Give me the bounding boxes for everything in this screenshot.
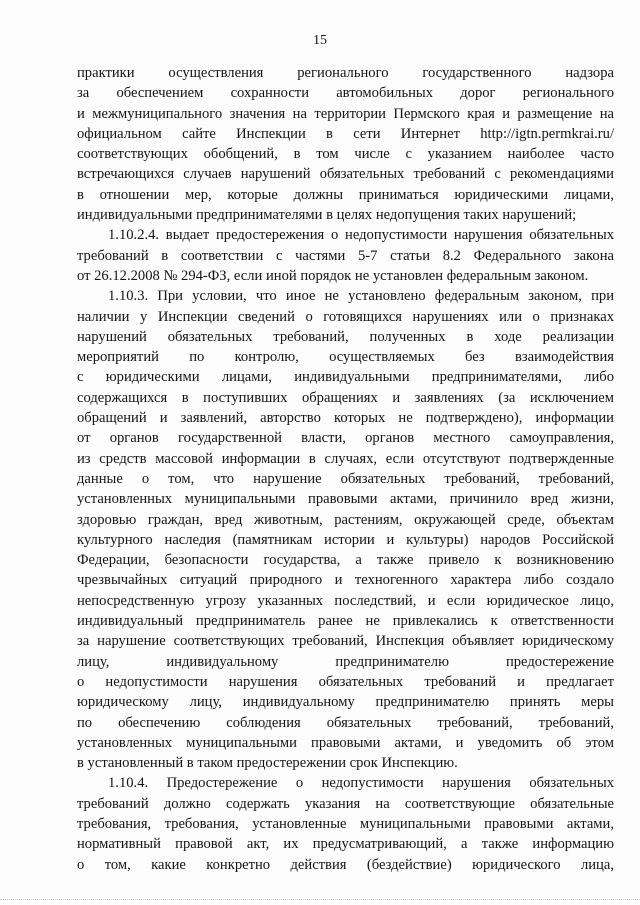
text-line: установленных муниципальными правовыми актами, и уведомить об этом <box>77 734 614 751</box>
text-line: содержащихся в поступивших обращениях и заявлениях (за исключением <box>77 389 614 406</box>
text-line: соответствующих обобщений, в том числе с указанием наиболее часто <box>77 146 614 163</box>
text-line: 1.10.4. Предостережение о недопустимости нарушения обязательных <box>108 775 614 792</box>
text-line: встречающихся случаев нарушений обязательных требований с рекомендациями <box>77 166 614 183</box>
text-line: 1.10.3. При условии, что иное не установлено федеральным законом, при <box>108 288 614 305</box>
text-line: Федерации, безопасности государства, а также привело к возникновению <box>77 552 614 569</box>
text-line: индивидуальными предпринимателями в целях недопущения таких нарушений; <box>77 207 577 224</box>
page-bottom-edge <box>0 899 640 901</box>
text-line: юридическому лицу, индивидуальному предпринимателю принять меры <box>77 694 614 711</box>
text-line: культурного наследия (памятникам истории и культуры) народов Российской <box>77 531 614 548</box>
text-line: установленных муниципальными правовыми актами, причинило вред жизни, <box>77 491 614 508</box>
text-line: от 26.12.2008 № 294-ФЗ, если иной порядок не установлен федеральным законом. <box>77 267 589 284</box>
text-line: в установленный в таком предостережении срок Инспекцию. <box>77 755 458 772</box>
text-line: чрезвычайных ситуаций природного и техногенного характера либо создало <box>77 572 614 589</box>
text-line: обращений и заявлений, авторство которых не подтверждено), информации <box>77 410 614 427</box>
text-line: мероприятий по контролю, осуществляемых без взаимодействия <box>77 349 614 366</box>
text-line: нормативный правовой акт, их предусматривающий, а также информацию <box>77 836 614 853</box>
text-line: за нарушение соответствующих требований, Инспекция объявляет юридическому <box>77 633 614 650</box>
text-line: здоровью граждан, вред животным, растениям, окружающей среде, объектам <box>77 511 614 528</box>
text-line: с юридическими лицами, индивидуальными предпринимателями, либо <box>77 369 614 386</box>
text-line: из средств массовой информации в случаях, если отсутствуют подтвержденные <box>77 450 614 467</box>
document-body <box>77 63 614 875</box>
text-line: лицу, индивидуальному предпринимателю предостережение <box>77 653 614 670</box>
text-line: от органов государственной власти, органов местного самоуправления, <box>77 430 614 447</box>
text-line: практики осуществления регионального государственного надзора <box>77 65 614 81</box>
text-line: индивидуальный предприниматель ранее не привлекались к ответственности <box>77 613 614 630</box>
text-line: наличии у Инспекции сведений о готовящихся нарушениях или о признаках <box>77 308 614 325</box>
text-line: непосредственную угрозу указанных последствий, и если юридическое лицо, <box>77 592 614 609</box>
text-line: требований в соответствии с частями 5-7 статьи 8.2 Федерального закона <box>77 247 614 264</box>
text-line: за обеспечением сохранности автомобильных дорог регионального <box>77 85 614 102</box>
text-line: о том, какие конкретно действия (бездействие) юридического лица, <box>77 856 614 873</box>
text-line: официальном сайте Инспекции в сети Интернет http://igtn.permkrai.ru/ <box>77 125 614 142</box>
text-line: по обеспечению соблюдения обязательных требований, требований, <box>77 714 614 731</box>
text-line: 1.10.2.4. выдает предостережения о недопустимости нарушения обязательных <box>108 227 614 244</box>
text-line: о недопустимости нарушения обязательных требований и предлагает <box>77 673 614 690</box>
text-line: требования, требования, установленные муниципальными правовыми актами, <box>77 815 614 832</box>
text-line: в отношении мер, которые должны приниматься юридическими лицами, <box>77 186 614 203</box>
text-line: данные о том, что нарушение обязательных требований, требований, <box>77 470 614 487</box>
text-line: требований должно содержать указания на соответствующие обязательные <box>77 795 614 812</box>
text-line: нарушений обязательных требований, полученных в ходе реализации <box>77 328 614 345</box>
text-line: и межмуниципального значения на территории Пермского края и размещение на <box>77 105 614 122</box>
page-number: 15 <box>313 33 327 48</box>
